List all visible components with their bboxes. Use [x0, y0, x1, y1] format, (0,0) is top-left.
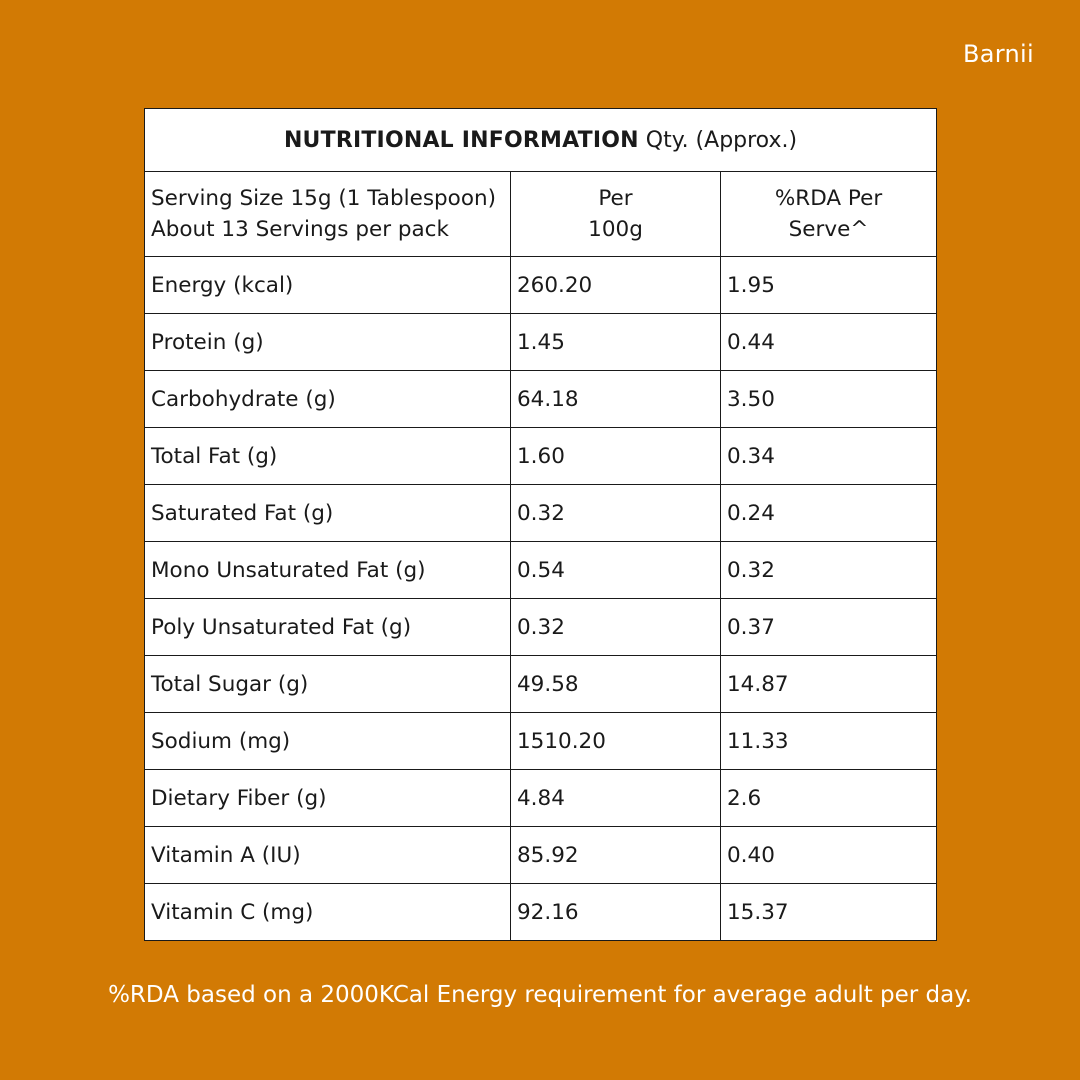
rda-value-cell: 0.34	[721, 428, 937, 485]
nutrient-name-cell: Total Fat (g)	[145, 428, 511, 485]
per-100g-value-cell: 0.32	[511, 485, 721, 542]
table-row	[145, 371, 937, 428]
rda-footnote: %RDA based on a 2000KCal Energy requirement for average adult per day.	[108, 982, 972, 1008]
table-title	[145, 109, 937, 172]
rda-value-cell: 3.50	[721, 371, 937, 428]
per-100g-value-cell: 4.84	[511, 770, 721, 827]
table-row	[145, 713, 937, 770]
nutrient-name-cell: Sodium (mg)	[145, 713, 511, 770]
table-row	[145, 770, 937, 827]
nutrient-name-cell: Mono Unsaturated Fat (g)	[145, 542, 511, 599]
nutrient-name-cell: Energy (kcal)	[145, 257, 511, 314]
rda-value-cell: 0.32	[721, 542, 937, 599]
table-row	[145, 485, 937, 542]
rda-header-line1: %RDA Per	[774, 186, 883, 211]
per-100g-header-line1: Per	[598, 186, 633, 211]
nutrition-table	[144, 108, 937, 941]
rda-value-cell: 2.6	[721, 770, 937, 827]
rda-value-cell: 0.44	[721, 314, 937, 371]
brand-name: Barnii	[963, 40, 1034, 68]
table-title-bold: NUTRITIONAL INFORMATION	[283, 127, 639, 153]
table-row	[145, 599, 937, 656]
nutrient-name-cell: Protein (g)	[145, 314, 511, 371]
per-100g-value-cell: 1.45	[511, 314, 721, 371]
nutrient-name-cell: Carbohydrate (g)	[145, 371, 511, 428]
table-row	[145, 884, 937, 941]
nutrient-name-cell: Dietary Fiber (g)	[145, 770, 511, 827]
table-row	[145, 542, 937, 599]
per-100g-value-cell: 0.54	[511, 542, 721, 599]
servings-per-pack-text: About 13 Servings per pack	[151, 217, 449, 242]
serving-info-cell	[145, 172, 511, 257]
table-header-row	[145, 172, 937, 257]
table-title-row	[145, 109, 937, 172]
per-100g-value-cell: 1510.20	[511, 713, 721, 770]
rda-value-cell: 0.24	[721, 485, 937, 542]
table-title-qty: Qty. (Approx.)	[645, 127, 798, 153]
rda-value-cell: 0.40	[721, 827, 937, 884]
per-100g-value-cell: 260.20	[511, 257, 721, 314]
per-100g-value-cell: 49.58	[511, 656, 721, 713]
nutrient-name-cell: Poly Unsaturated Fat (g)	[145, 599, 511, 656]
table-row	[145, 257, 937, 314]
rda-value-cell: 14.87	[721, 656, 937, 713]
per-100g-value-cell: 1.60	[511, 428, 721, 485]
nutrient-name-cell: Saturated Fat (g)	[145, 485, 511, 542]
rda-header	[721, 172, 937, 257]
table-row	[145, 314, 937, 371]
rda-value-cell: 1.95	[721, 257, 937, 314]
per-100g-value-cell: 85.92	[511, 827, 721, 884]
per-100g-header-line2: 100g	[588, 217, 643, 242]
nutrient-name-cell: Total Sugar (g)	[145, 656, 511, 713]
per-100g-header	[511, 172, 721, 257]
per-100g-value-cell: 64.18	[511, 371, 721, 428]
serving-size-text: Serving Size 15g (1 Tablespoon)	[151, 186, 496, 211]
rda-value-cell: 15.37	[721, 884, 937, 941]
rda-value-cell: 0.37	[721, 599, 937, 656]
per-100g-value-cell: 0.32	[511, 599, 721, 656]
table-row	[145, 656, 937, 713]
rda-value-cell: 11.33	[721, 713, 937, 770]
table-row	[145, 428, 937, 485]
per-100g-value-cell: 92.16	[511, 884, 721, 941]
rda-header-line2: Serve^	[788, 217, 869, 242]
nutrient-name-cell: Vitamin A (IU)	[145, 827, 511, 884]
table-row	[145, 827, 937, 884]
nutrient-name-cell: Vitamin C (mg)	[145, 884, 511, 941]
